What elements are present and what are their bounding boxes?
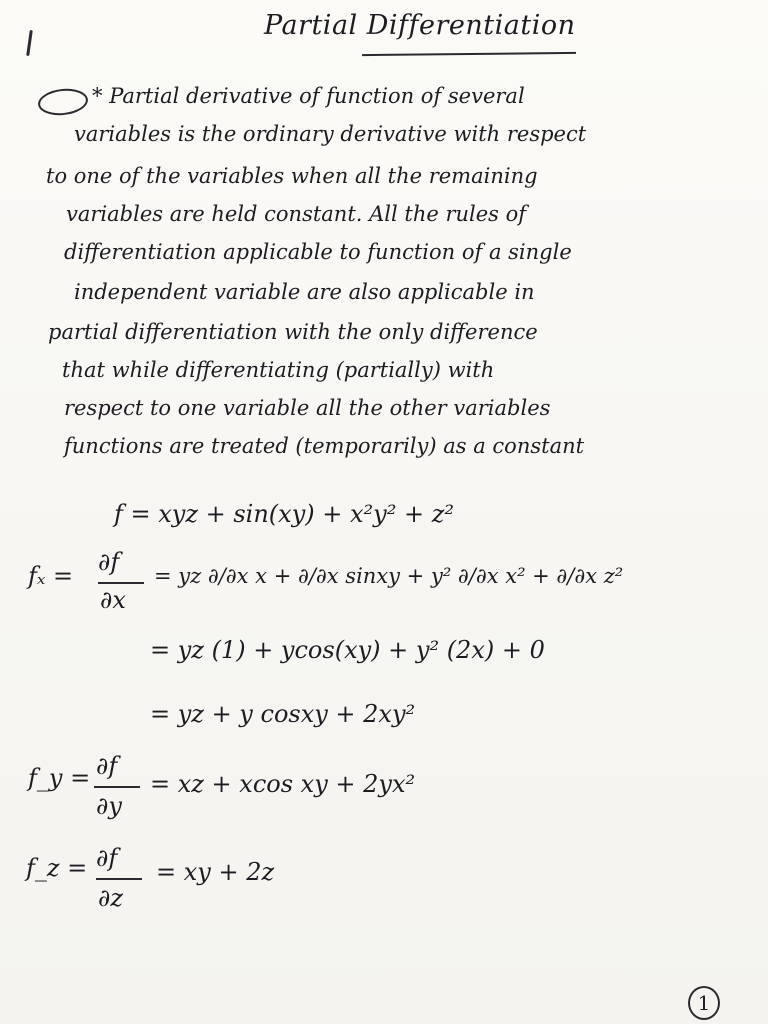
fy-label: f_y = [28,764,91,792]
fx-denominator: ∂x [100,586,126,614]
page-number: 1 [688,986,720,1020]
intro-line-9: respect to one variable all the other variables [64,396,551,420]
fx-step-1: = yz (1) + ycos(xy) + y² (2x) + 0 [150,636,545,664]
fz-result: = xy + 2z [156,858,275,886]
fy-result: = xz + xcos xy + 2yx² [150,770,416,798]
intro-line-6: independent variable are also applicable in [74,280,535,304]
intro-line-2: variables is the ordinary derivative with respect [74,122,587,146]
fx-expansion: = yz ∂/∂x x + ∂/∂x sinxy + y² ∂/∂x x² + ∂/∂x z² [154,564,624,588]
intro-line-3: to one of the variables when all the remaining [46,164,538,188]
fz-denominator: ∂z [98,884,124,912]
fy-denominator: ∂y [96,792,122,820]
intro-text-1: Partial derivative of function of several [109,84,525,108]
bullet: * [92,84,103,108]
page-title: Partial Differentiation [264,10,576,41]
intro-line-1 [92,84,525,108]
intro-line-10: functions are treated (temporarily) as a constant [64,434,585,458]
margin-mark [26,30,33,56]
scribble-mark [37,86,89,117]
fx-label: fₓ = [28,562,74,590]
fz-fraction-bar [96,878,142,880]
fy-numerator: ∂f [96,752,118,780]
fx-step-2: = yz + y cosxy + 2xy² [150,700,416,728]
fz-label: f_z = [26,854,88,882]
fx-fraction-bar [98,582,144,584]
intro-line-4: variables are held constant. All the rules of [66,202,527,226]
intro-line-5: differentiation applicable to function of a single [64,240,572,264]
fx-numerator: ∂f [98,548,120,576]
fz-numerator: ∂f [96,844,118,872]
fy-fraction-bar [94,786,140,788]
intro-line-8: that while differentiating (partially) with [62,358,495,382]
function-definition: f = xyz + sin(xy) + x²y² + z² [114,500,454,528]
intro-line-7: partial differentiation with the only difference [48,320,538,344]
title-underline [362,52,576,56]
